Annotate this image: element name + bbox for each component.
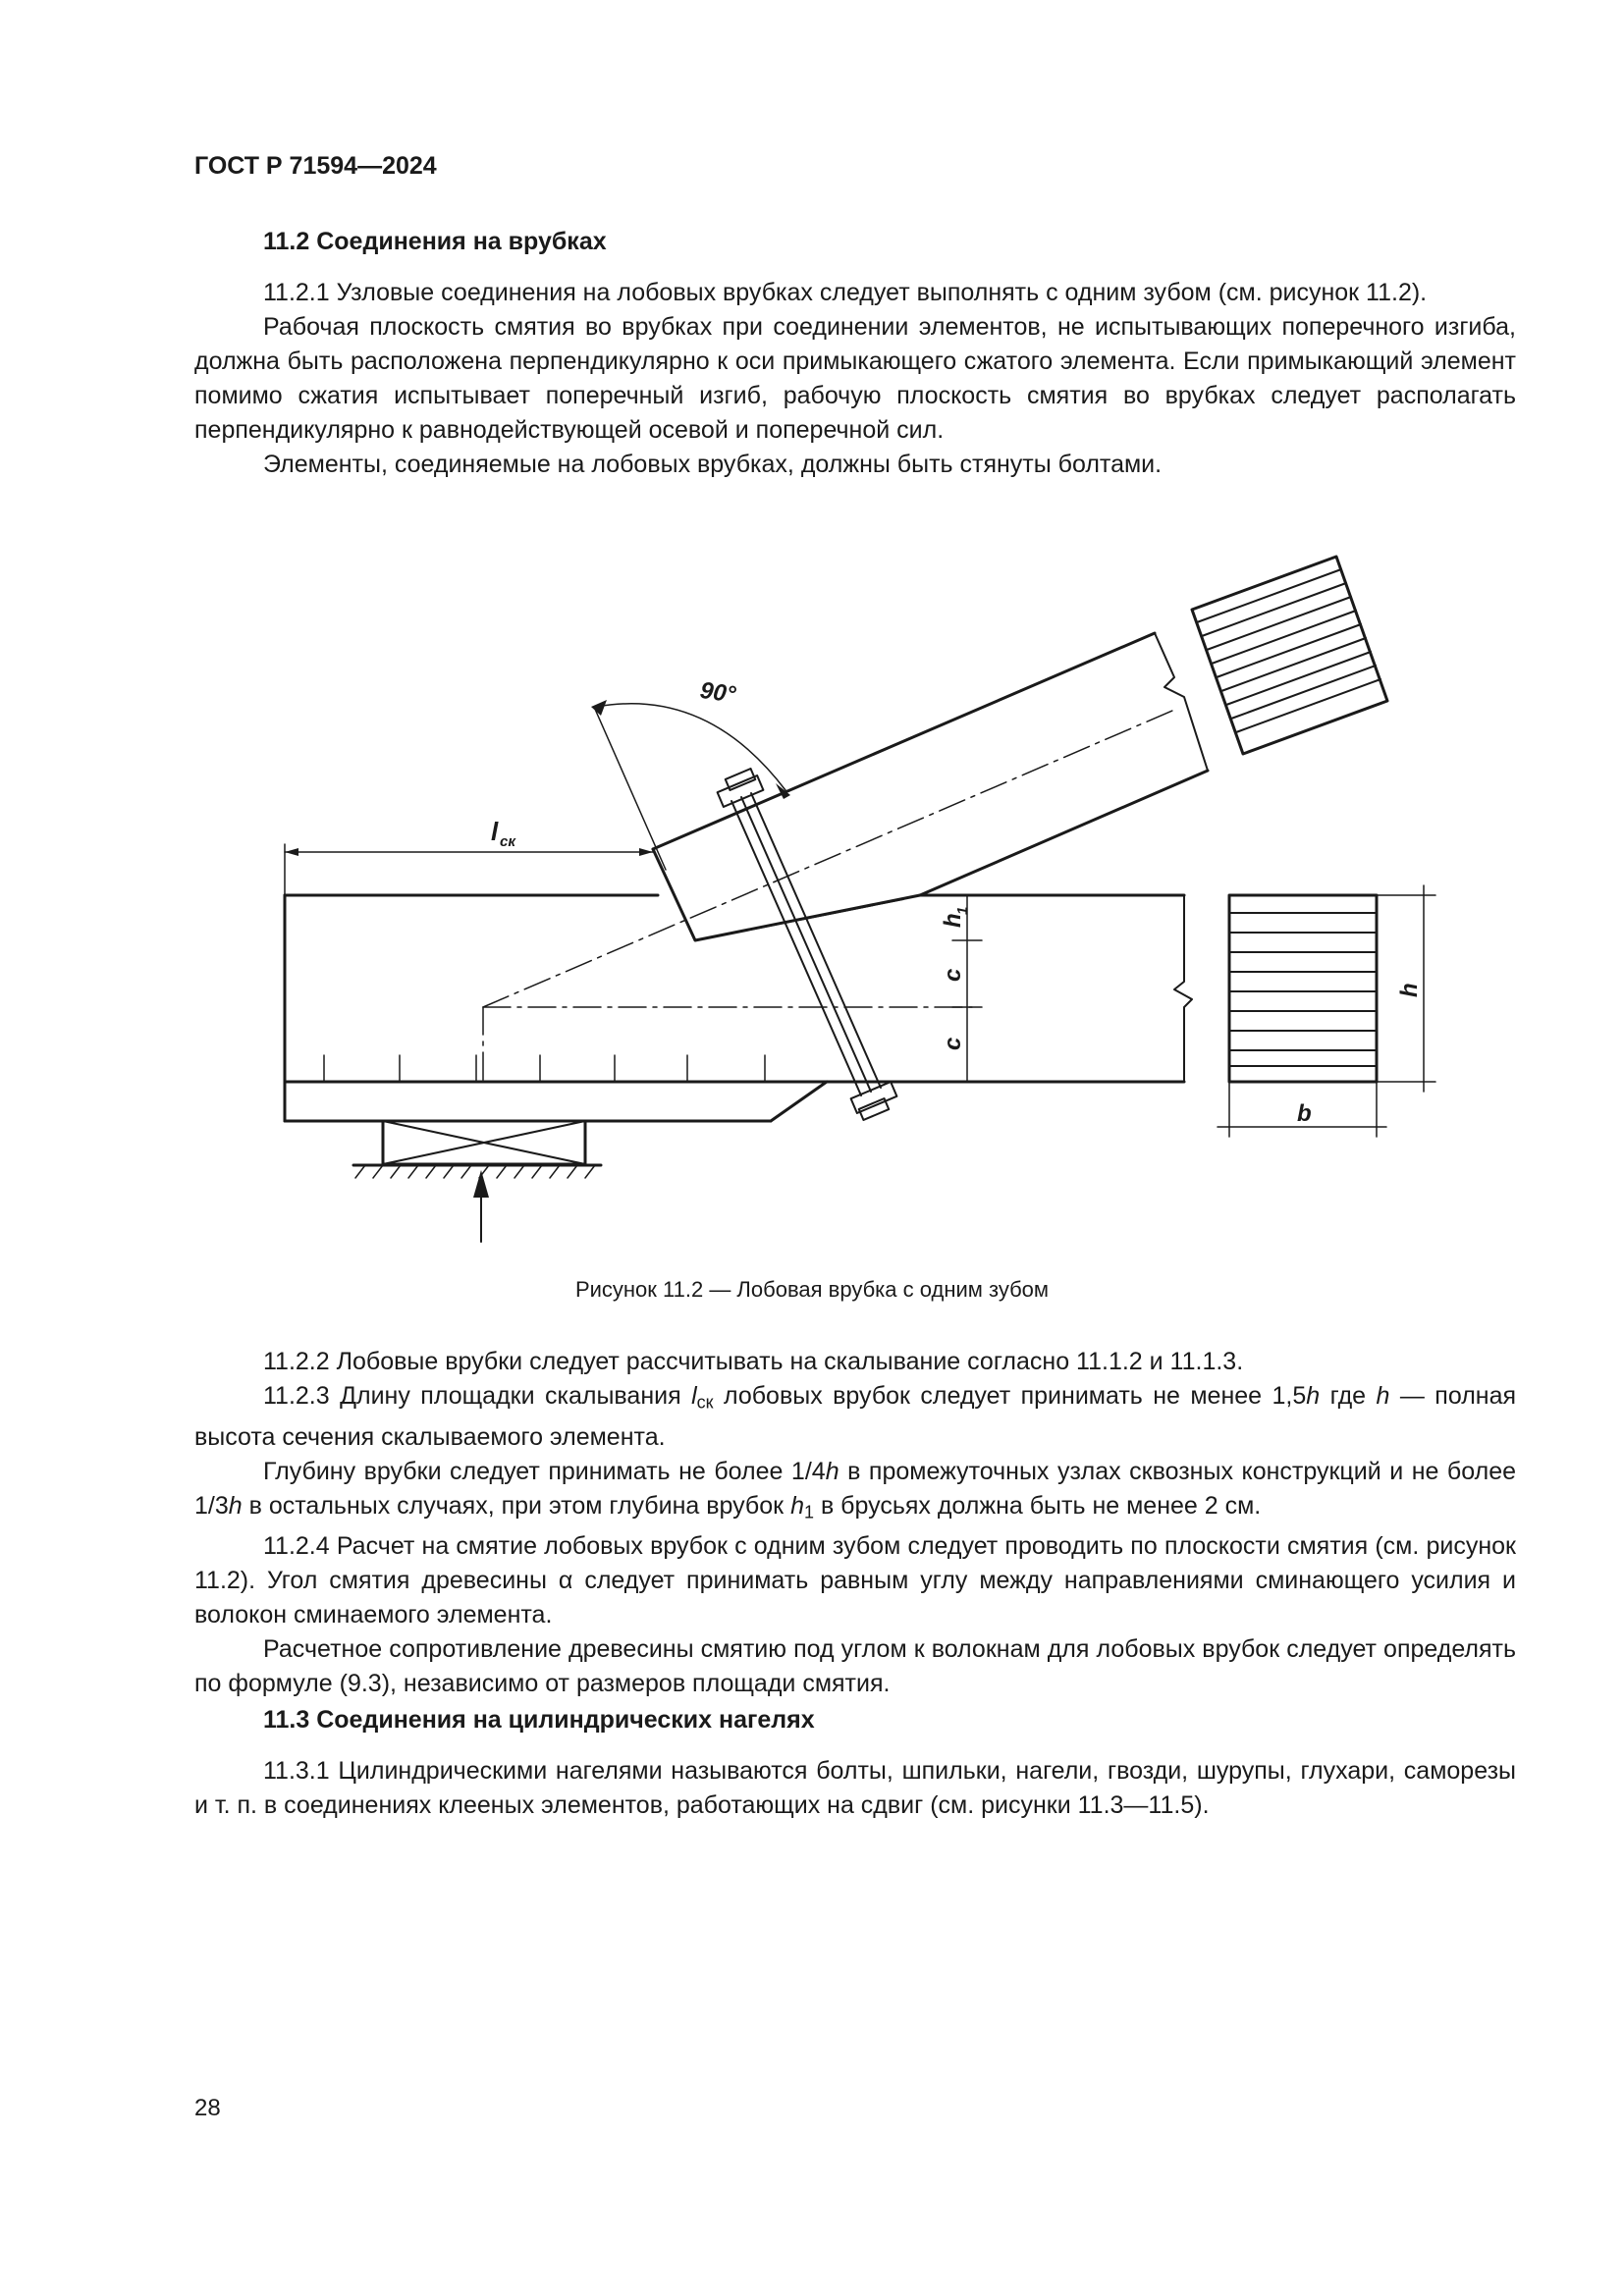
depth-label: h (940, 913, 966, 928)
figure-11-2 (0, 520, 1624, 1286)
section-11-2-text-continued (194, 1345, 1516, 1701)
beam-ticks (324, 1055, 765, 1082)
shear-length-label: l (491, 817, 499, 846)
inclined-member (653, 633, 1208, 895)
section-heading-11-3: 11.3 Соединения на цилиндрических нагелях (263, 1706, 815, 1734)
paragraph-depth: Глубину врубки следует принимать не более 1/4h в промежуточных узлах сквозных конструкций и не более 1/3h в остальных случаях, при этом глубина врубок $h_1$ в брусьях должна быть не менее 2 см. (194, 1457, 1516, 1522)
paragraph-11-2-2: 11.2.2 Лобовые врубки следует рассчитывать на скалывание согласно 11.1.2 и 11.1.3. (263, 1348, 1244, 1375)
notch-joint-drawing (0, 520, 1624, 1286)
paragraph-plane: Рабочая плоскость смятия во врубках при соединении элементов, не испытывающих поперечного изгиба, должна быть расположена перпендикулярно к оси примыкающего сжатого элемента. Если примыкающий элемент помимо сжатия испытывает поперечный изгиб, рабочую плоскость смятия во врубках следует располагать перпендикулярно к равнодействующей осевой и поперечной сил. (194, 313, 1516, 444)
member-cross-section (1192, 557, 1387, 754)
paragraph-11-2-4: 11.2.4 Расчет на смятие лобовых врубок с одним зубом следует проводить по плоскости смятия (см. рисунок 11.2). Угол смятия древесины α следует принимать равным углу между направлениями сминающего усилия и волокон сминаемого элемента. (194, 1532, 1517, 1629)
standard-header: ГОСТ Р 71594—2024 (194, 152, 437, 180)
paragraph-11-2-3: 11.2.3 Длину площадки скалывания $l_{ск}$ лобовых врубок следует принимать не менее 1,5h где h — полная высота сечения скалываемого элемента. (194, 1382, 1517, 1451)
c-label-upper: c (940, 968, 966, 982)
reaction-arrow (473, 1170, 489, 1198)
bolt (718, 769, 897, 1120)
c-label-lower: c (940, 1037, 966, 1050)
section-heading-11-2: 11.2 Соединения на врубках (263, 228, 607, 255)
angle-label: 90° (698, 676, 737, 709)
paragraph-11-2-1: 11.2.1 Узловые соединения на лобовых врубках следует выполнять с одним зубом (см. рисунок 11.2). (263, 279, 1428, 306)
page-number: 28 (194, 2095, 221, 2121)
depth-label-sub: 1 (954, 906, 971, 915)
figure-caption: Рисунок 11.2 — Лобовая врубка с одним зубом (574, 1277, 1050, 1302)
beam-cross-section (1218, 885, 1435, 1137)
paragraph-11-3-1: 11.3.1 Цилиндрическими нагелями называются болты, шпильки, нагели, гвозди, шурупы, глухари, саморезы и т. п. в соединениях клееных элементов, работающих на сдвиг (см. рисунки 11.3—11.5). (194, 1757, 1516, 1819)
section-11-3-text (194, 1754, 1516, 1823)
b-label: b (1297, 1100, 1312, 1127)
shear-length-sub: ск (500, 833, 515, 850)
angle-90-dimension (594, 704, 785, 870)
shear-length-dimension (285, 844, 653, 895)
paragraph-resistance: Расчетное сопротивление древесины смятию под углом к волокнам для лобовых врубок следует определять по формуле (9.3), независимо от размеров площади смятия. (194, 1635, 1516, 1697)
support-pad (353, 1121, 601, 1242)
section-11-2-text (194, 276, 1516, 482)
paragraph-bolts: Элементы, соединяемые на лобовых врубках, должны быть стянуты болтами. (263, 451, 1163, 478)
h-label: h (1396, 983, 1423, 997)
lower-beam (285, 895, 1184, 1121)
